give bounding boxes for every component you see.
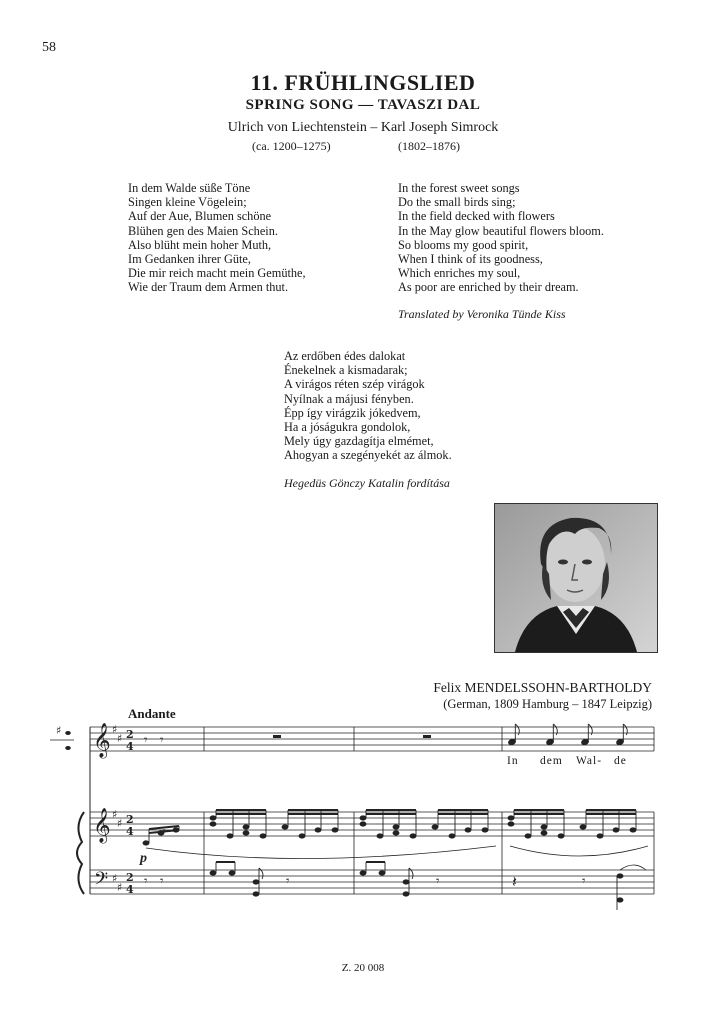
svg-text:𝄾: 𝄾: [436, 874, 440, 889]
verse-line: Die mir reich macht mein Gemüthe,: [128, 266, 306, 281]
verse-line: As poor are enriched by their dream.: [398, 280, 579, 295]
lyric-syllable: de: [614, 755, 627, 767]
lyric-syllable: In: [507, 755, 519, 767]
incipit-sharp: ♯: [56, 724, 62, 737]
verse-line: Az erdőben édes dalokat: [284, 349, 406, 363]
verse-line: Blühen gen des Maien Schein.: [128, 223, 278, 238]
eighth-rest: 𝄾: [160, 733, 164, 748]
time-signature: 4: [126, 740, 134, 753]
verse-line: Auf der Aue, Blumen schöne: [128, 209, 272, 224]
verse-line: Which enriches my soul,: [398, 266, 521, 281]
piano-right-hand: [143, 810, 648, 859]
song-subtitle: SPRING SONG — TAVASZI DAL: [245, 97, 481, 113]
verse-line: In the forest sweet songs: [398, 181, 520, 195]
verse-line: So blooms my good spirit,: [398, 237, 529, 252]
svg-text:𝄾: 𝄾: [160, 874, 164, 889]
key-signature: ♯: [112, 808, 118, 821]
key-signature: ♯: [112, 723, 118, 736]
svg-text:𝄾: 𝄾: [144, 874, 148, 889]
verse-line: When I think of its goodness,: [398, 252, 543, 267]
hungarian-translation-credit: Hegedüs Gönczy Katalin fordítása: [284, 476, 450, 490]
verse-line: In the May glow beautiful flowers bloom.: [398, 223, 604, 238]
tempo-marking: Andante: [128, 706, 176, 721]
time-signature: 2: [126, 728, 134, 741]
verse-line: In dem Walde süße Töne: [128, 181, 251, 195]
bass-clef-icon: 𝄢: [94, 869, 109, 894]
author-dates-left: (ca. 1200–1275): [252, 139, 331, 153]
svg-text:𝄾: 𝄾: [582, 874, 586, 889]
composer-info: (German, 1809 Hamburg – 1847 Leipzig): [443, 697, 652, 711]
piano-bass-staff: [90, 870, 654, 894]
verse-line: Wie der Traum dem Armen thut.: [128, 280, 289, 295]
verse-line: Ha a jóságukra gondolok,: [284, 420, 411, 435]
time-signature: 2: [126, 871, 134, 884]
piano-left-hand: [144, 862, 646, 910]
verse-line: Mely úgy gazdagítja elmémet,: [284, 434, 434, 449]
treble-clef-icon: 𝄞: [93, 808, 111, 843]
verse-line: Also blüht mein hoher Muth,: [128, 237, 272, 252]
key-signature: ♯: [112, 872, 118, 885]
voice-staff: [90, 727, 654, 751]
verse-line: Nyílnak a májusi fényben.: [284, 391, 414, 406]
time-signature: 4: [126, 883, 134, 896]
svg-text:𝄽: 𝄽: [512, 872, 517, 891]
author-dates-right: (1802–1876): [398, 139, 460, 153]
composer-name: Felix MENDELSSOHN-BARTHOLDY: [433, 680, 652, 695]
catalog-number: Z. 20 008: [341, 962, 385, 974]
key-signature: ♯: [117, 881, 123, 894]
verse-line: Im Gedanken ihrer Güte,: [128, 252, 251, 267]
whole-rest: [273, 735, 281, 738]
incipit-note: [65, 731, 71, 735]
treble-clef-icon: 𝄞: [93, 723, 111, 758]
eighth-rest: 𝄾: [144, 733, 148, 748]
dynamic-marking: p: [140, 851, 147, 866]
time-signature: 2: [126, 813, 134, 826]
key-signature: ♯: [117, 732, 123, 745]
whole-rest: [423, 735, 431, 738]
lyric-syllable: dem: [540, 755, 563, 767]
verse-line: Épp így virágzik jókedvem,: [284, 405, 421, 420]
page-number: 58: [42, 40, 56, 55]
verse-line: Singen kleine Vögelein;: [128, 195, 247, 210]
key-signature: ♯: [117, 817, 123, 830]
poem-authors: Ulrich von Liechtenstein – Karl Joseph Simrock: [227, 120, 499, 135]
verse-line: Do the small birds sing;: [398, 195, 516, 210]
lyric-syllable: Wal-: [576, 755, 603, 767]
verse-line: Ahogyan a szegényekét az álmok.: [284, 448, 452, 463]
svg-text:𝄾: 𝄾: [286, 874, 290, 889]
verse-line: Énekelnek a kismadarak;: [284, 363, 408, 378]
verse-line: In the field decked with flowers: [398, 209, 555, 224]
verse-line: A virágos réten szép virágok: [284, 377, 425, 392]
time-signature: 4: [126, 825, 134, 838]
english-translation-credit: Translated by Veronika Tünde Kiss: [398, 307, 566, 321]
song-title: 11. FRÜHLINGSLIED: [250, 70, 476, 95]
incipit-note: [65, 746, 71, 750]
